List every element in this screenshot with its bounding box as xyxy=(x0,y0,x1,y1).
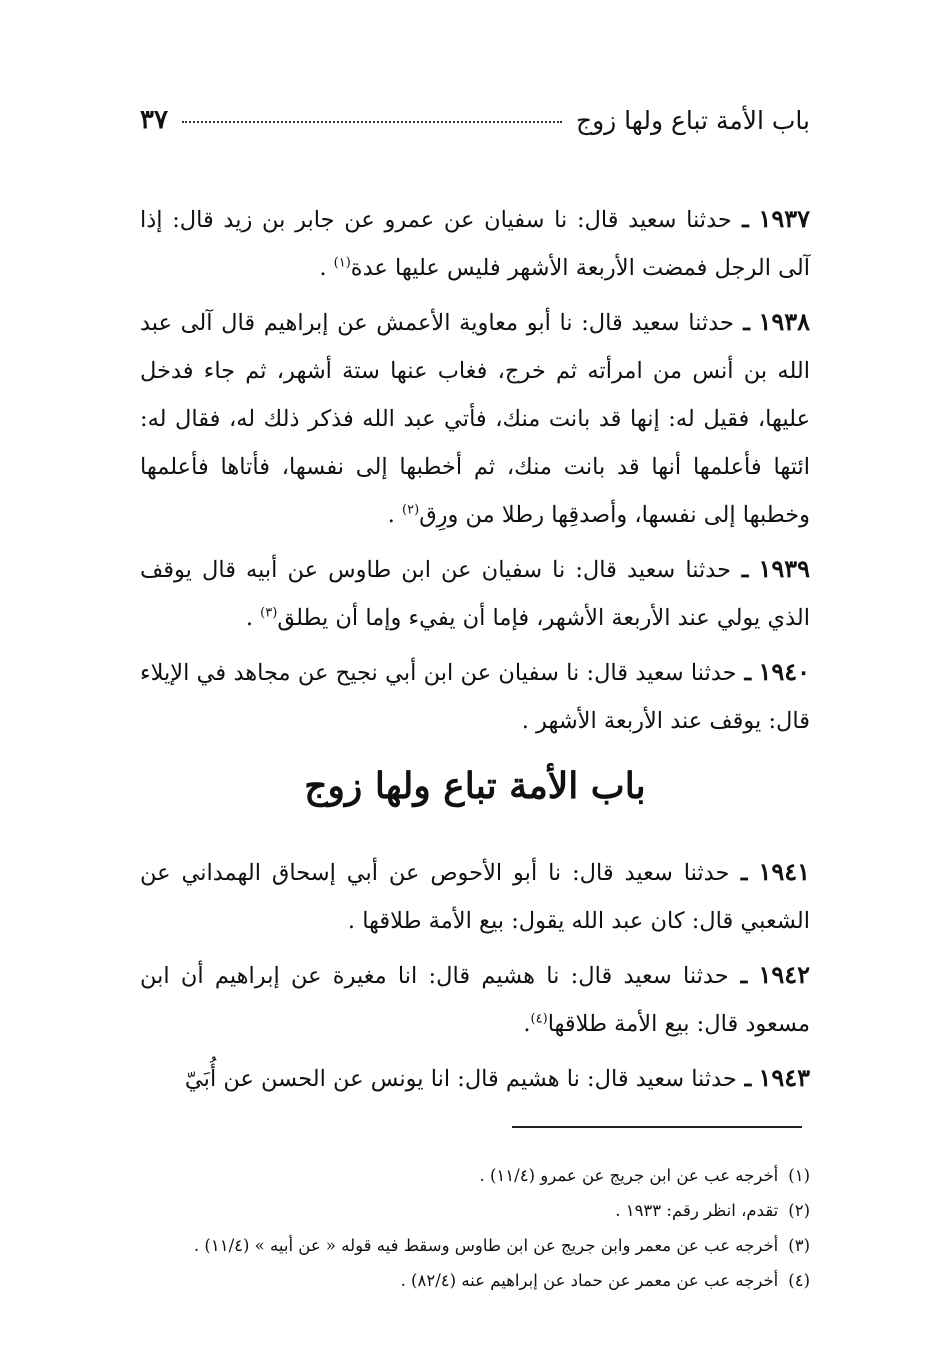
hadith-1938 xyxy=(140,298,810,539)
footnote-1 xyxy=(140,1158,810,1193)
footnote-text: أخرجه عب عن معمر عن حماد عن إبراهيم عنه (٨٢/٤) . xyxy=(400,1271,779,1290)
footnote-text: أخرجه عب عن معمر وابن جريج عن ابن طاوس وسقط فيه قوله « عن أبيه » (١١/٤) . xyxy=(193,1236,779,1255)
footnote-ref: (٤) xyxy=(530,1011,548,1027)
hadith-number: ١٩٤٢ xyxy=(758,960,810,989)
running-header xyxy=(140,98,810,142)
hadith-number: ١٩٤٣ xyxy=(758,1063,810,1092)
footnote-mark: (٣) xyxy=(788,1236,810,1255)
footnote-separator xyxy=(512,1126,802,1128)
footnote-text: تقدم، انظر رقم: ١٩٣٣ . xyxy=(615,1201,779,1220)
footnote-ref: (٢) xyxy=(402,502,420,518)
hadith-end: . xyxy=(319,255,334,281)
footnotes xyxy=(140,1158,810,1298)
footnote-4 xyxy=(140,1263,810,1298)
number-dash: ـ xyxy=(731,207,749,233)
number-dash: ـ xyxy=(731,557,749,583)
footnote-ref: (١) xyxy=(333,255,351,271)
hadith-1939 xyxy=(140,545,810,642)
footnote-mark: (١) xyxy=(788,1166,810,1185)
hadith-text: حدثنا سعيد قال: نا هشيم قال: انا مغيرة عن إبراهيم أن ابن مسعود قال: بيع الأمة طلاقها xyxy=(140,963,810,1037)
hadith-end: . xyxy=(245,605,261,631)
number-dash: ـ xyxy=(736,660,752,686)
number-dash: ـ xyxy=(728,963,748,989)
number-dash: ـ xyxy=(729,860,748,886)
hadith-1943 xyxy=(140,1054,810,1103)
footnote-3 xyxy=(140,1228,810,1263)
hadith-number: ١٩٤١ xyxy=(758,857,810,886)
hadith-number: ١٩٣٧ xyxy=(758,204,810,233)
number-dash: ـ xyxy=(733,310,750,336)
footnote-mark: (٢) xyxy=(788,1201,810,1220)
hadith-1941 xyxy=(140,848,810,945)
hadith-number: ١٩٣٩ xyxy=(758,554,811,583)
chapter-heading: باب الأمة تباع ولها زوج xyxy=(304,765,646,807)
hadith-number: ١٩٤٠ xyxy=(758,657,810,686)
footnote-text: أخرجه عب عن ابن جريج عن عمرو (١١/٤) . xyxy=(479,1166,779,1185)
hadith-text: حدثنا سعيد قال: نا أبو معاوية الأعمش عن إبراهيم قال آلى عبد الله بن أنس من امرأته ثم خرج، فغاب عنها ستة أشهر، ثم جاء فدخل عليها، فقيل له: إنها قد بانت منك، فأتي عبد الله فذكر ذلك له، فقال له: ائتها فأعلمها أنها قد بانت منك، ثم أخطبها إلى نفسها، فأتاها فأعلمها وخطبها إلى نفسها، وأصدقِها رطلا من ورِق xyxy=(140,310,810,528)
hadith-block-top xyxy=(140,195,810,751)
footnote-mark: (٤) xyxy=(788,1271,810,1290)
hadith-text: حدثنا سعيد قال: نا سفيان عن عمرو عن جابر بن زيد قال: إذا آلى الرجل فمضت الأربعة الأشهر فليس عليها عدة xyxy=(140,207,810,281)
running-header-title: باب الأمة تباع ولها زوج xyxy=(575,105,810,135)
hadith-text: حدثنا سعيد قال: نا أبو الأحوص عن أبي إسحاق الهمداني عن الشعبي قال: كان عبد الله يقول: بيع الأمة طلاقها . xyxy=(140,860,810,934)
hadith-1937 xyxy=(140,195,810,292)
hadith-1940 xyxy=(140,648,810,745)
footnote-2 xyxy=(140,1193,810,1228)
hadith-number: ١٩٣٨ xyxy=(758,307,810,336)
header-dotted-leader xyxy=(182,121,562,123)
page-number: ٣٧ xyxy=(140,105,168,135)
hadith-1942 xyxy=(140,951,810,1048)
hadith-block-bottom xyxy=(140,848,810,1109)
hadith-text: حدثنا سعيد قال: نا سفيان عن ابن طاوس عن أبيه قال يوقف الذي يولي عند الأربعة الأشهر، فإما أن يفيء وإما أن يطلق xyxy=(140,557,810,631)
hadith-end: . xyxy=(523,1011,531,1037)
hadith-text: حدثنا سعيد قال: نا سفيان عن ابن أبي نجيح عن مجاهد في الإيلاء قال: يوقف عند الأربعة الأشهر . xyxy=(140,660,810,734)
footnote-ref: (٣) xyxy=(260,605,278,621)
number-dash: ـ xyxy=(736,1066,752,1092)
hadith-text: حدثنا سعيد قال: نا هشيم قال: انا يونس عن الحسن عن أُبَيّ xyxy=(184,1066,737,1092)
hadith-end: . xyxy=(387,502,403,528)
